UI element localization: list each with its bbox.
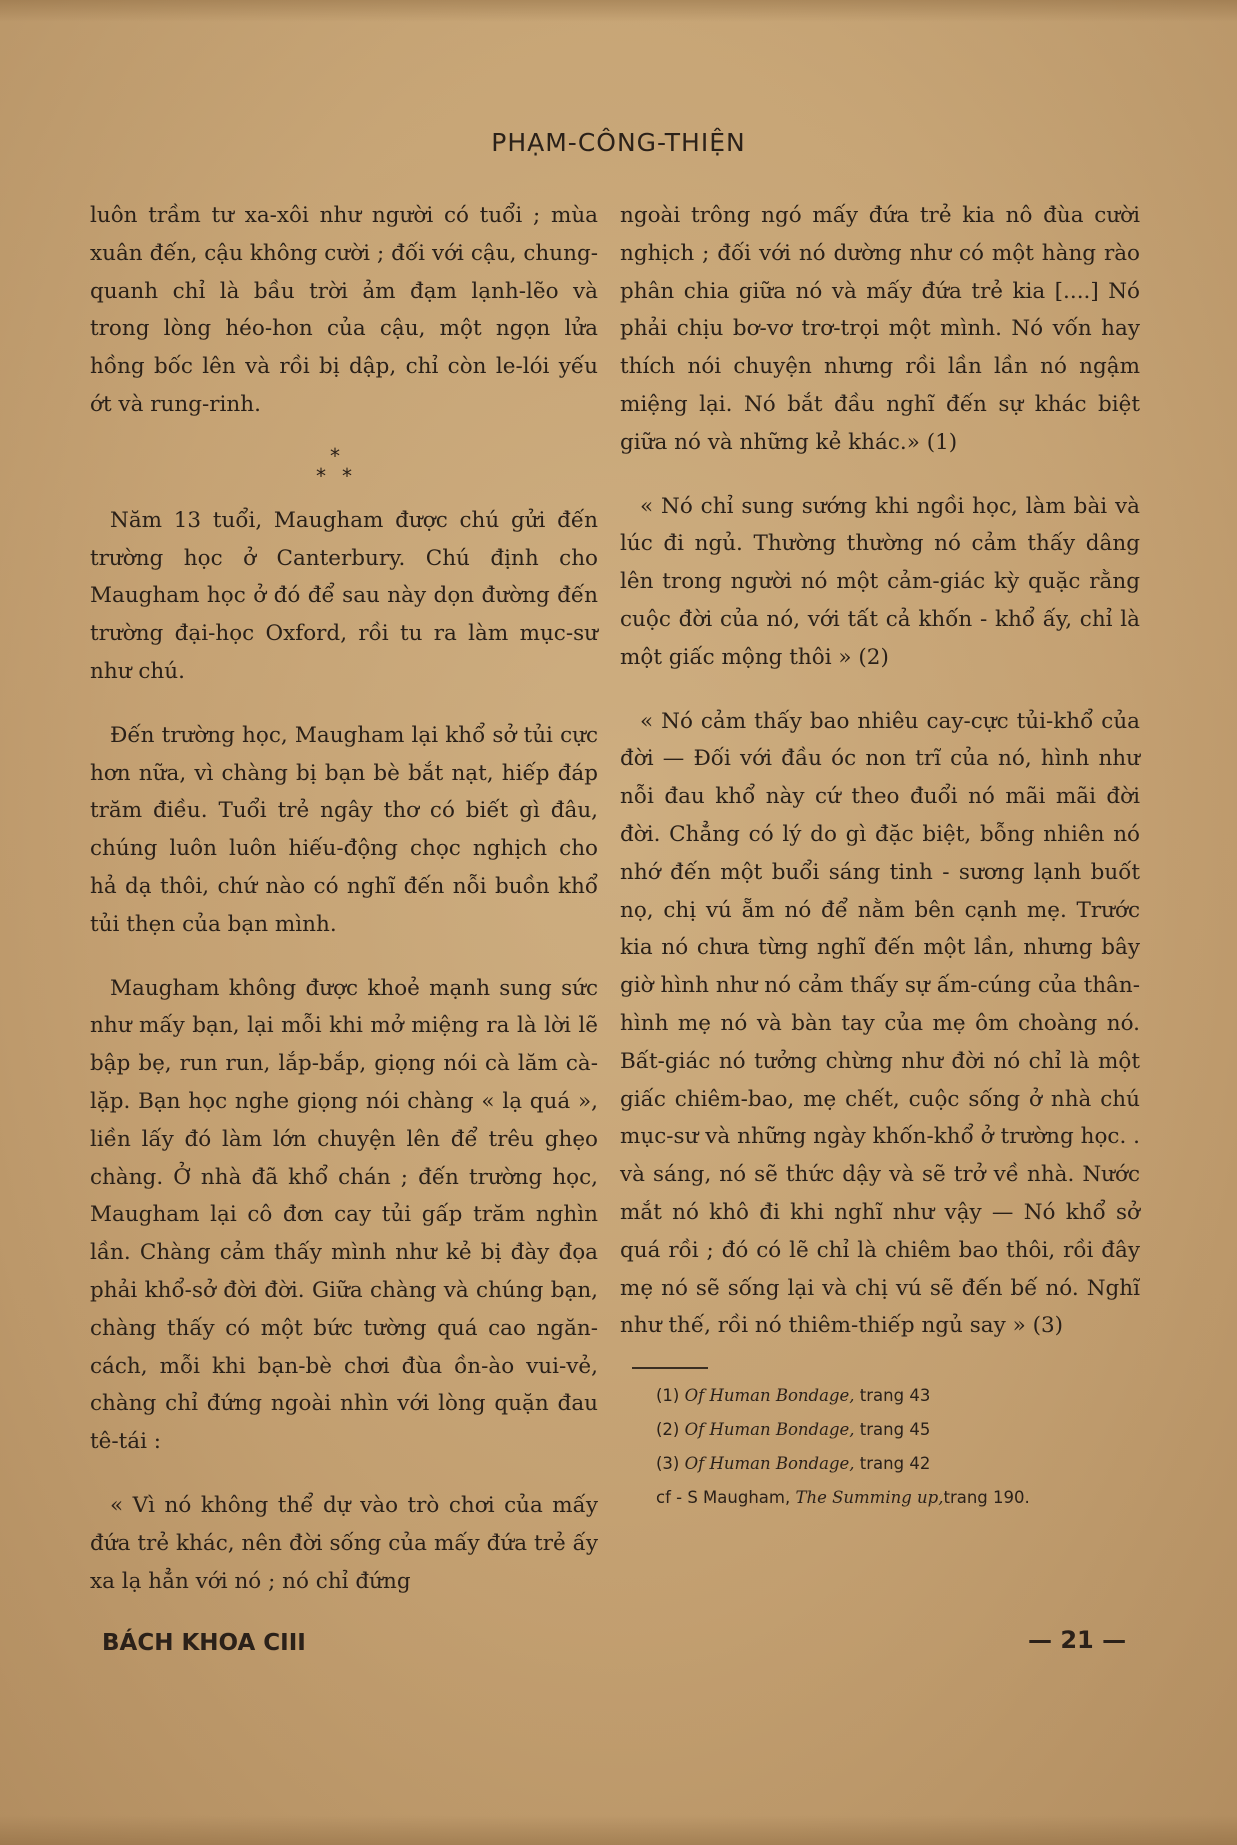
page-top-shadow: [0, 0, 1237, 22]
paragraph: Đến trường học, Maugham lại khổ sở tủi cực hơn nữa, vì chàng bị bạn bè bắt nạt, hiếp đáp trăm điều. Tuổi trẻ ngây thơ có biết gì đâu, chúng luôn luôn hiếu-động chọc nghịch cho hả dạ thôi, chứ nào có nghĩ đến nỗi buồn khổ tủi thẹn của bạn mình.: [90, 722, 598, 937]
quote-paragraph: « Vì nó không thể dự vào trò chơi của mấy đứa trẻ khác, nên đời sống của mấy đứa trẻ ấy xa lạ hẳn với nó ; nó chỉ đứng: [90, 1492, 598, 1594]
quote-paragraph: « Nó cảm thấy bao nhiêu cay-cực tủi-khổ của đời — Đối với đầu óc non trĩ của nó, hình như nỗi đau khổ này cứ theo đuổi nó mãi mãi đời đời. Chẳng có lý do gì đặc biệt, bỗng nhiên nó nhớ đến một buổi sáng tinh - sương lạnh buốt nọ, chị vú ẵm nó để nằm bên cạnh mẹ. Trước kia nó chưa từng nghĩ đến một lần, nhưng bây giờ hình như nó cảm thấy sự ấm-cúng của thân-hình mẹ nó và bàn tay của mẹ ôm choàng nó. Bất-giác nó tưởng chừng như đời nó chỉ là một giấc chiêm-bao, mẹ chết, cuộc sống ở nhà chú mục-sư và những ngày khốn-khổ ở trường học. . và sáng, nó sẽ thức dậy và sẽ trở về nhà. Nước mắt nó khô đi khi nghĩ như vậy — Nó khổ sở quá rồi ; đó có lẽ chỉ là chiêm bao thôi, rồi đây mẹ nó sẽ sống lại và chị vú sẽ đến bế nó. Nghĩ như thế, rồi nó thiêm-thiếp ngủ say » (3): [620, 708, 1140, 1339]
section-divider-stars: [90, 424, 598, 502]
footnote: (2) Of Human Bondage, trang 45: [656, 1420, 931, 1440]
quote-paragraph: ngoài trông ngó mấy đứa trẻ kia nô đùa cười nghịch ; đối với nó dường như có một hàng rào phân chia giữa nó và mấy đứa trẻ kia [....] Nó phải chịu bơ-vơ trơ-trọi một mình. Nó vốn hay thích nói chuyện nhưng rồi lần lần nó ngậm miệng lại. Nó bắt đầu nghĩ đến sự khác biệt giữa nó và những kẻ khác.» (1): [620, 203, 1140, 455]
star-icon: *: [342, 463, 352, 488]
right-column: [620, 197, 1140, 1515]
star-icon: *: [316, 463, 326, 488]
star-icon: *: [330, 443, 340, 468]
footnote: (1) Of Human Bondage, trang 43: [656, 1386, 931, 1406]
quote-paragraph: « Nó chỉ sung sướng khi ngồi học, làm bài và lúc đi ngủ. Thường thường nó cảm thấy dâng lên trong người nó một cảm-giác kỳ quặc rằng cuộc đời của nó, với tất cả khốn - khổ ấy, chỉ là một giấc mộng thôi » (2): [620, 493, 1140, 670]
paragraph: Maugham không được khoẻ mạnh sung sức như mấy bạn, lại mỗi khi mở miệng ra là lời lẽ bập bẹ, run run, lắp-bắp, giọng nói cà lăm cà-lặp. Bạn học nghe giọng nói chàng « lạ quá », liền lấy đó làm lớn chuyện lên để trêu ghẹo chàng. Ở nhà đã khổ chán ; đến trường học, Maugham lại cô đơn cay tủi gấp trăm nghìn lần. Chàng cảm thấy mình như kẻ bị đày đọa phải khổ-sở đời đời. Giữa chàng và chúng bạn, chàng thấy có một bức tường quá cao ngăn-cách, mỗi khi bạn-bè chơi đùa ồn-ào vui-vẻ, chàng chỉ đứng ngoài nhìn với lòng quặn đau tê-tái :: [90, 975, 598, 1455]
page-bottom-shadow: [0, 1815, 1237, 1845]
paragraph: Năm 13 tuổi, Maugham được chú gửi đến trường học ở Canterbury. Chú định cho Maugham học ở đó để sau này dọn đường đến trường đại-học Oxford, rồi tu ra làm mục-sư như chú.: [90, 507, 598, 684]
magazine-name: BÁCH KHOA CIII: [102, 1630, 306, 1656]
footnote-rule: [632, 1367, 708, 1369]
page-header: PHẠM-CÔNG-THIỆN: [491, 128, 746, 157]
paragraph: luôn trầm tư xa-xôi như người có tuổi ; mùa xuân đến, cậu không cười ; đối với cậu, chung-quanh chỉ là bầu trời ảm đạm lạnh-lẽo và trong lòng héo-hon của cậu, một ngọn lửa hồng bốc lên và rồi bị dập, chỉ còn le-lói yếu ớt và rung-rinh.: [90, 203, 598, 417]
page-number: — 21 —: [1028, 1626, 1127, 1654]
footnote: cf - S Maugham, The Summing up,trang 190.: [656, 1488, 1030, 1508]
footnote: (3) Of Human Bondage, trang 42: [656, 1454, 931, 1474]
left-column: [90, 197, 598, 1600]
